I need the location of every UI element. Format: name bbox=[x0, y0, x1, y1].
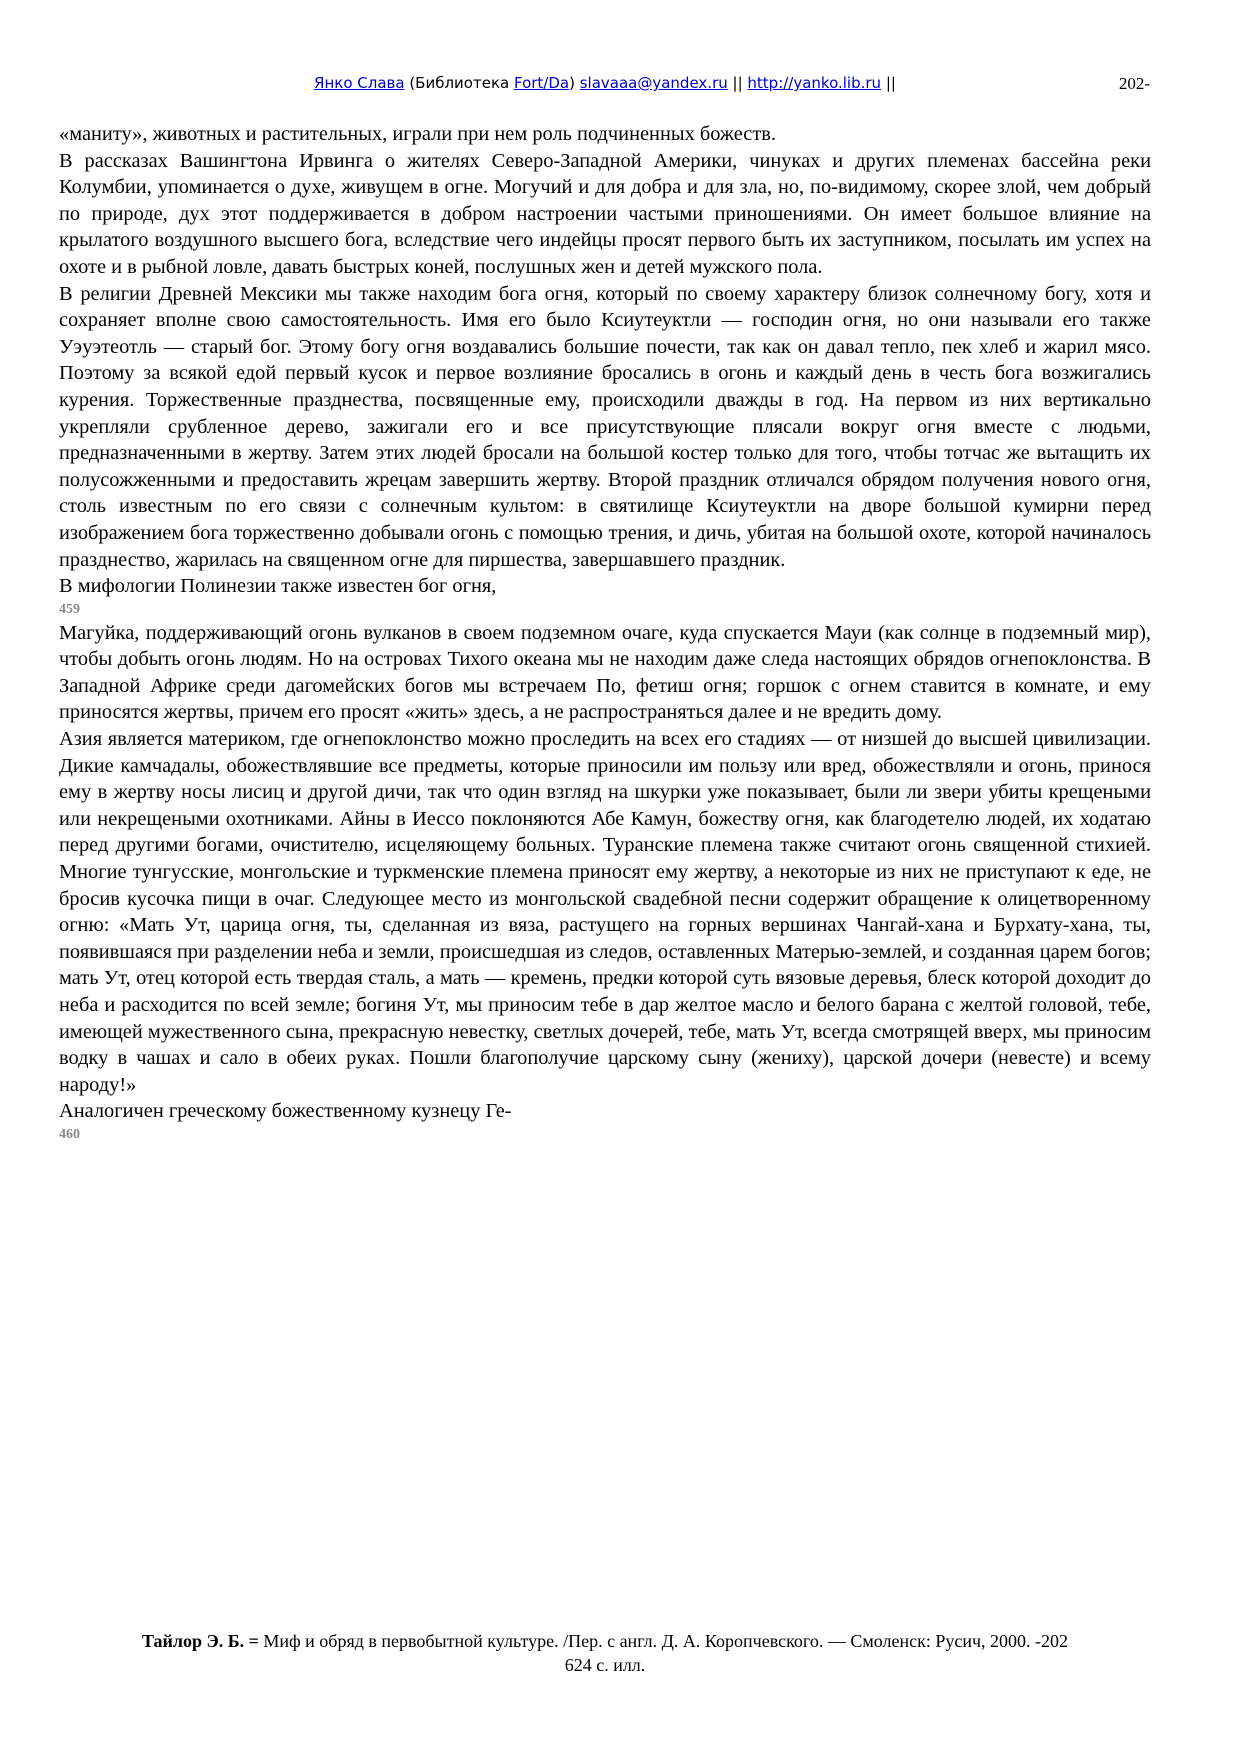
source-page-number: 460 bbox=[59, 1126, 80, 1142]
paragraph: «маниту», животных и растительных, играли при нем роль подчиненных божеств. bbox=[59, 123, 776, 145]
separator: || bbox=[727, 74, 748, 92]
page-footer bbox=[60, 1629, 1150, 1677]
paragraph: В рассказах Вашингтона Ирвинга о жителях Северо-Западной Америки, чинуках и других племенах бассейна реки Колумбии, упоминается о духе, живущем в огне. Могучий и для добра и для зла, но, по-видимому, скорее злой, чем добрый по природе, дух этот поддерживается в добром настроении частыми приношениями. Он имеет большое влияние на крылатого воздушного высшего бога, вследствие чего индейцы просят первого быть их заступником, посылать им успех на охоте и в рыбной ловле, давать быстрых коней, послушных жен и детей мужского пола. bbox=[59, 149, 1151, 278]
separator: || bbox=[881, 74, 896, 92]
paragraph: В мифологии Полинезии также известен бог огня, bbox=[59, 575, 497, 598]
site-link[interactable]: http://yanko.lib.ru bbox=[747, 74, 882, 92]
footer-citation: Миф и обряд в первобытной культуре. /Пер. с англ. Д. А. Коропчевского. — Смоленск: Русич, 2000. -202 bbox=[263, 1631, 1069, 1651]
paragraph: В религии Древней Мексики мы также находим бога огня, который по своему характеру близок солнечному богу, хотя и сохраняет вполне свою самостоятельность. Имя его было Ксиутеуктли — господин огня, но они называли его также Уэуэтеотль — старый бог. Этому богу огня воздавались большие почести, так как он давал тепло, пек хлеб и жарил мясо. Поэтому за всякой едой первый кусок и первое возлияние бросались в огонь и каждый день в честь бога возжигались курения. Торжественные празднества, посвященные ему, происходили дважды в год. На первом из них вертикально укрепляли срубленное дерево, зажигали его и все присутствующие плясали вокруг огня вместе с людьми, предназначенными в жертву. Затем этих людей бросали на большой костер только для того, чтобы тотчас же вытащить их полусожженными и предоставить жрецам завершить жертву. Второй праздник отличался обрядом получения нового огня, столь известным по его связи с солнечным культом: в святилище Ксиутеуктли на дворе большой кумирни перед изображением бога торжественно добывали огонь с помощью трения, и дичь, убитая на большой охоте, которой начиналось празднество, жарилась на священном огне для пиршества, завершавшего праздник. bbox=[59, 282, 1151, 571]
paragraph: Магуйка, поддерживающий огонь вулканов в своем подземном очаге, куда спускается Мауи (как солнце в подземный мир), чтобы добыть огонь людям. Но на островах Тихого океана мы не находим даже следа настоящих обрядов огнепоклонства. В Западной Африке среди дагомейских богов мы встречаем По, фетиш огня; горшок с огнем ставится в комнате, и ему приносятся жертвы, причем его просят «жить» здесь, а не распространяться далее и не вредить дому. bbox=[59, 621, 1151, 724]
library-prefix: (Библиотека bbox=[404, 74, 514, 92]
library-suffix: ) bbox=[569, 74, 580, 92]
author-link[interactable]: Янко Слава bbox=[314, 74, 405, 92]
source-page-number: 459 bbox=[59, 601, 80, 617]
header-links bbox=[60, 74, 1150, 92]
footer-author: Тайлор Э. Б. = bbox=[141, 1631, 264, 1651]
email-link[interactable]: slavaaa@yandex.ru bbox=[579, 74, 728, 92]
library-link[interactable]: Fort/Da bbox=[513, 74, 570, 92]
footer-line-1 bbox=[60, 1629, 1150, 1653]
header-page-number: 202- bbox=[1118, 74, 1150, 93]
document-body bbox=[59, 121, 1151, 1145]
paragraph: Аналогичен греческому божественному кузнецу Ге- bbox=[59, 1100, 512, 1123]
footer-line-2: 624 с. илл. bbox=[564, 1655, 646, 1675]
paragraph: Азия является материком, где огнепоклонство можно проследить на всех его стадиях — от низшей до высшей цивилизации. Дикие камчадалы, обожествлявшие все предметы, которые приносили им пользу или вред, обожествляли и огонь, принося ему в жертву носы лисиц и другой дичи, так что один взгляд на шкурки уже показывает, были ли звери убиты крещеными или некрещеными охотниками. Айны в Иессо поклоняются Абе Камун, божеству огня, как благодетелю людей, их ходатаю перед другими богами, очистителю, исцеляющему больных. Туранские племена также считают огонь священной стихией. Многие тунгусские, монгольские и туркменские племена приносят ему жертву, а некоторые из них не приступают к еде, не бросив кусочка пищи в очаг. Следующее место из монгольской свадебной песни содержит обращение к олицетворенному огню: «Мать Ут, царица огня, ты, сделанная из вяза, растущего на горных вершинах Чангай-хана и Бурхату-хана, ты, появившаяся при разделении неба и земли, происшедшая из следов, оставленных Матерью-землей, и созданная царем богов; мать Ут, отец которой есть твердая сталь, а мать — кремень, предки которой суть вязовые деревья, блеск которой доходит до неба и расходится по всей земле; богиня Ут, мы приносим тебе в дар желтое масло и белого барана с желтой головой, тебе, имеющей мужественного сына, прекрасную невестку, светлых дочерей, тебе, мать Ут, всегда смотрящей вверх, мы приносим водку в чашах и сало в обеих руках. Пошли благополучие царскому сыну (жениху), царской дочери (невесте) и всему народу!» bbox=[59, 728, 1151, 1096]
